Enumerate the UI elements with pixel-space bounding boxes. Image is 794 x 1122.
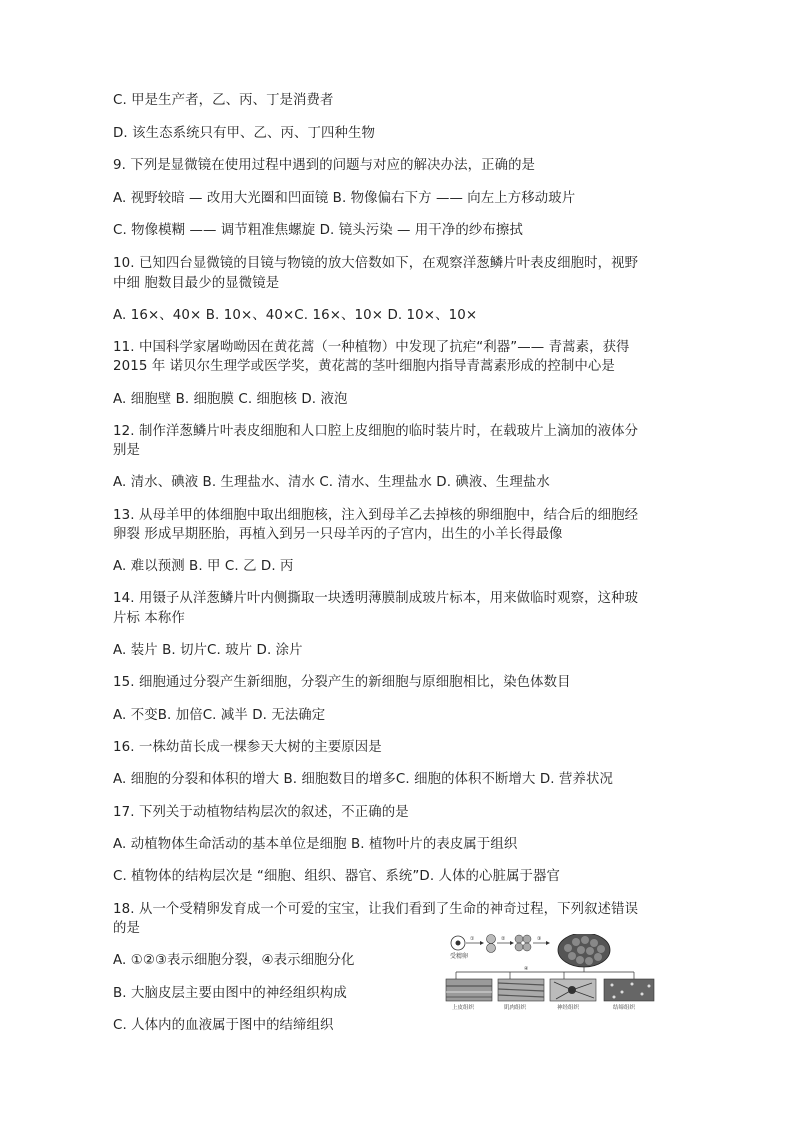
question-14-cont: 片标 本称作: [113, 611, 185, 626]
question-18-cont: 的是: [113, 921, 140, 936]
tissue-label-connective: 结缔组织: [613, 1005, 636, 1011]
tissue-label-epithelial: 上皮组织: [452, 1005, 475, 1011]
question-14-options: A. 装片 B. 切片C. 玻片 D. 涂片: [113, 643, 303, 658]
question-16: 16. 一株幼苗长成一棵参天大树的主要原因是: [113, 740, 382, 755]
fertilized-egg: [451, 936, 465, 950]
question-9-options-cd: C. 物像模糊 —— 调节粗准焦螺旋 D. 镜头污染 — 用干净的纱布擦拭: [113, 223, 523, 238]
text-line: C. 甲是生产者，乙、丙、丁是消费者: [113, 93, 334, 108]
question-18-option-a: A. ①②③表示细胞分裂，④表示细胞分化: [113, 953, 355, 968]
arrow-2-head: [510, 941, 514, 945]
question-17-options-cd: C. 植物体的结构层次是 “细胞、组织、器官、系统”D. 人体的心脏属于器官: [113, 869, 560, 884]
question-12: 12. 制作洋葱鳞片叶表皮细胞和人口腔上皮细胞的临时装片时，在载玻片上滴加的液体分: [113, 424, 639, 439]
question-15: 15. 细胞通过分裂产生新细胞，分裂产生的新细胞与原细胞相比，染色体数目: [113, 675, 571, 690]
step-4-label: ④: [524, 966, 529, 972]
muscle-tissue-image: [498, 979, 544, 1001]
question-12-options: A. 清水、碘液 B. 生理盐水、清水 C. 清水、生理盐水 D. 碘液、生理盐水: [113, 475, 550, 490]
question-14: 14. 用镊子从洋葱鳞片叶内侧撕取一块透明薄膜制成玻片标本，用来做临时观察，这种玻: [113, 591, 639, 606]
question-10-options: A. 16×、40× B. 10×、40×C. 16×、10× D. 10×、10×: [113, 308, 478, 323]
step-1-label: ①: [470, 936, 475, 942]
question-15-options: A. 不变B. 加倍C. 减半 D. 无法确定: [113, 708, 326, 723]
two-cell-stage: [487, 935, 496, 953]
question-13-options: A. 难以预测 B. 甲 C. 乙 D. 丙: [113, 559, 294, 574]
arrow-3-head: [546, 941, 550, 945]
step-3-label: ③: [537, 936, 542, 942]
question-9: 9. 下列是显微镜在使用过程中遇到的问题与对应的解决办法，正确的是: [113, 158, 536, 173]
connective-tissue-image: [604, 979, 654, 1001]
tissue-label-nerve: 神经组织: [557, 1005, 580, 1011]
question-18: 18. 从一个受精卵发育成一个可爱的宝宝，让我们看到了生命的神奇过程，下列叙述错误: [113, 902, 639, 917]
question-17: 17. 下列关于动植物结构层次的叙述，不正确的是: [113, 805, 409, 820]
question-18-option-b: B. 大脑皮层主要由图中的神经组织构成: [113, 986, 347, 1001]
question-12-cont: 别是: [113, 443, 140, 458]
arrow-1-head: [480, 941, 484, 945]
question-13: 13. 从母羊甲的体细胞中取出细胞核，注入到母羊乙去掉核的卵细胞中，结合后的细胞经: [113, 508, 639, 523]
nerve-tissue-image: [550, 979, 596, 1001]
question-17-options-ab: A. 动植物体生命活动的基本单位是细胞 B. 植物叶片的表皮属于组织: [113, 837, 518, 852]
question-11-cont: 2015 年 诺贝尔生理学或医学奖，黄花蒿的茎叶细胞内指导青蒿素形成的控制中心是: [113, 359, 615, 374]
fertilized-egg-label: 受精卵: [450, 953, 469, 960]
tissue-label-muscle: 肌肉组织: [504, 1005, 527, 1011]
cell-development-diagram: [444, 934, 656, 1012]
question-11-options: A. 细胞壁 B. 细胞膜 C. 细胞核 D. 液泡: [113, 392, 348, 407]
question-11: 11. 中国科学家屠呦呦因在黄花蒿（一种植物）中发现了抗疟“利器”—— 青蒿素，获得: [113, 340, 630, 355]
question-10: 10. 已知四台显微镜的目镜与物镜的放大倍数如下，在观察洋葱鳞片叶表皮细胞时，视野: [113, 256, 639, 271]
question-13-cont: 卵裂 形成早期胚胎，再植入到另一只母羊丙的子宫内，出生的小羊长得最像: [113, 527, 563, 542]
epithelial-tissue-image: [446, 979, 492, 1001]
text-line: D. 该生态系统只有甲、乙、丙、丁四种生物: [113, 126, 375, 141]
step-2-label: ②: [501, 936, 506, 942]
question-16-options: A. 细胞的分裂和体积的增大 B. 细胞数目的增多C. 细胞的体积不断增大 D. 营养状况: [113, 772, 613, 787]
four-cell-stage: [515, 935, 531, 951]
cell-mass: [558, 934, 610, 967]
question-9-options-ab: A. 视野较暗 — 改用大光圈和凹面镜 B. 物像偏右下方 —— 向左上方移动玻片: [113, 191, 576, 206]
question-18-option-c: C. 人体内的血液属于图中的结缔组织: [113, 1018, 334, 1033]
question-10-cont: 中细 胞数目最少的显微镜是: [113, 276, 280, 291]
